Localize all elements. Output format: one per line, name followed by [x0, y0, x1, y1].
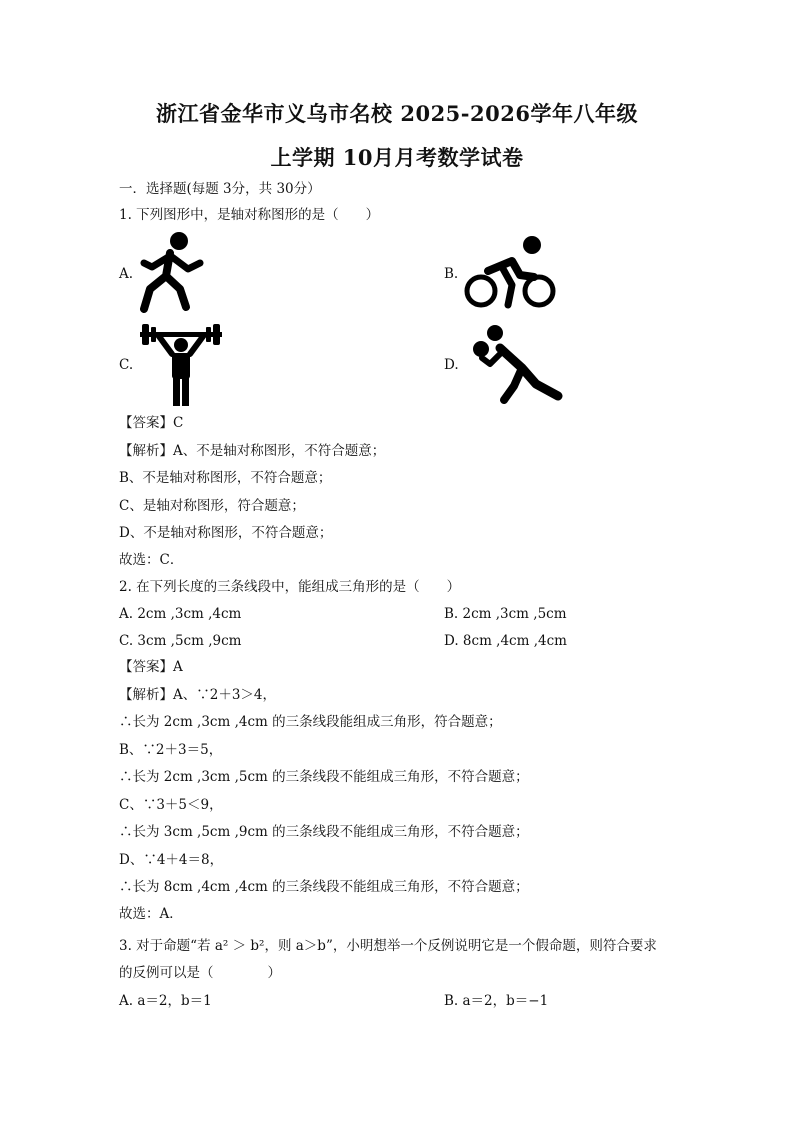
question-3-stem-line1: 3. 对于命题“若 a² ＞ b²，则 a＞b”，小明想举一个反例说明它是一个假命题，则符合要求	[119, 938, 657, 954]
document-title-line1: 浙江省金华市义乌市名校 2025-2026学年八年级	[156, 101, 638, 126]
cyclist-icon	[462, 233, 558, 313]
q1-answer: 【答案】C	[119, 415, 184, 431]
q1-analysis-line: 故选：C．	[119, 552, 184, 568]
q2-analysis-line: ∴长为 8cm ,4cm ,4cm 的三条线段不能组成三角形，不符合题意；	[119, 879, 529, 895]
q2-option-c: C. 3cm ,5cm ,9cm	[119, 633, 242, 649]
q2-analysis-line: C、∵3＋5＜9，	[119, 797, 223, 813]
q2-analysis-line: ∴长为 2cm ,3cm ,5cm 的三条线段不能组成三角形，不符合题意；	[119, 769, 529, 785]
question-3-stem-line2: 的反例可以是（ ）	[119, 965, 281, 981]
q1-option-a-label: A.	[119, 266, 134, 282]
q3-option-a: A. a＝2，b＝1	[119, 993, 212, 1009]
q2-analysis-line: 【解析】A、∵2＋3＞4，	[119, 687, 277, 703]
q2-option-b: B. 2cm ,3cm ,5cm	[444, 606, 567, 622]
q1-analysis-line: D、不是轴对称图形，不符合题意；	[119, 525, 333, 541]
q2-option-a: A. 2cm ,3cm ,4cm	[119, 606, 242, 622]
q1-option-d-label: D.	[444, 357, 459, 373]
q2-analysis-line: D、∵4＋4＝8，	[119, 852, 224, 868]
section-heading: 一．选择题(每题 3分，共 30分）	[119, 181, 321, 197]
q2-analysis-line: ∴长为 2cm ,3cm ,4cm 的三条线段能组成三角形，符合题意；	[119, 714, 502, 730]
question-1-stem: 1. 下列图形中，是轴对称图形的是（ ）	[119, 207, 380, 223]
weightlifter-icon	[138, 322, 224, 408]
running-person-icon	[136, 231, 208, 315]
q1-analysis-line: C、是轴对称图形，符合题意；	[119, 498, 305, 514]
document-title-line2: 上学期 10月月考数学试卷	[270, 145, 524, 170]
q1-analysis-line: 【解析】A、不是轴对称图形，不符合题意；	[119, 443, 386, 459]
q2-option-d: D. 8cm ,4cm ,4cm	[444, 633, 567, 649]
q1-analysis-line: B、不是轴对称图形，不符合题意；	[119, 470, 332, 486]
question-2-stem: 2. 在下列长度的三条线段中，能组成三角形的是（ ）	[119, 579, 461, 595]
q1-option-c-label: C.	[119, 357, 134, 373]
q2-analysis-line: ∴长为 3cm ,5cm ,9cm 的三条线段不能组成三角形，不符合题意；	[119, 824, 529, 840]
q3-option-b: B. a＝2，b＝−1	[444, 993, 549, 1009]
q2-analysis-line: B、∵2＋3＝5，	[119, 742, 223, 758]
q2-analysis-line: 故选：A．	[119, 906, 183, 922]
q2-answer: 【答案】A	[119, 659, 183, 675]
volleyball-player-icon	[470, 324, 566, 404]
q1-option-b-label: B.	[444, 266, 459, 282]
